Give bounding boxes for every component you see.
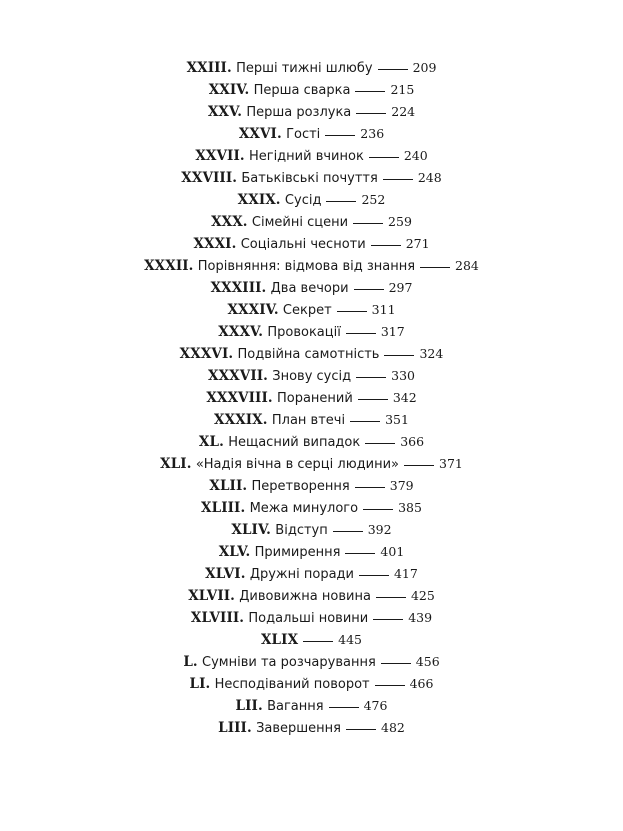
chapter-title: Секрет (282, 303, 332, 318)
page-number: 259 (388, 214, 412, 229)
leader-dash (353, 223, 383, 224)
chapter-number: XXV. (207, 104, 243, 120)
page-number: 284 (455, 258, 479, 273)
chapter-title: Примирення (254, 545, 341, 560)
toc-entry (0, 255, 623, 277)
page-number: 248 (417, 170, 442, 185)
page-number: 209 (412, 60, 437, 75)
toc-entry (0, 123, 623, 145)
chapter-title: Дружні поради (249, 567, 354, 582)
page-number: 482 (381, 720, 405, 735)
leader-dash (346, 333, 376, 334)
chapter-title: Провокації (267, 325, 341, 340)
chapter-title: Порівняння: відмова від знання (197, 259, 416, 274)
chapter-number: XXIX. (237, 192, 281, 208)
leader-dash (356, 377, 386, 378)
toc-entry (0, 233, 623, 255)
chapter-title: Знову сусід (272, 369, 352, 384)
chapter-number: XXXIV. (227, 302, 279, 318)
chapter-number: XXXV. (218, 324, 264, 340)
page-number: 371 (439, 456, 463, 471)
page-number: 317 (380, 324, 405, 339)
page-number: 466 (409, 676, 434, 691)
chapter-number: XXXVIII. (206, 390, 273, 406)
leader-dash (381, 663, 411, 664)
chapter-title: Подвійна самотність (237, 347, 380, 362)
leader-dash (326, 201, 356, 202)
leader-dash (303, 641, 333, 642)
page-number: 476 (363, 698, 388, 713)
leader-dash (333, 531, 363, 532)
leader-dash (420, 267, 450, 268)
toc-entry (0, 453, 623, 475)
chapter-title: «Надія вічна в серці людини» (195, 457, 399, 472)
leader-dash (358, 399, 388, 400)
toc-entry (0, 57, 623, 79)
chapter-number: XXXIII. (210, 280, 267, 296)
page-number: 224 (391, 104, 416, 119)
page-number: 240 (403, 148, 428, 163)
leader-dash (329, 707, 359, 708)
toc-entry (0, 387, 623, 409)
chapter-number: XXXI. (193, 236, 237, 252)
leader-dash (376, 597, 406, 598)
toc-entry (0, 563, 623, 585)
toc-entry (0, 585, 623, 607)
toc-entry (0, 409, 623, 431)
page-number: 215 (390, 82, 415, 97)
chapter-number: XL. (198, 434, 224, 450)
page-number: 324 (419, 346, 444, 361)
chapter-number: XLVIII. (190, 610, 245, 626)
chapter-title: Несподіваний поворот (214, 677, 370, 692)
leader-dash (371, 245, 401, 246)
leader-dash (404, 465, 434, 466)
toc-entry (0, 519, 623, 541)
leader-dash (369, 157, 399, 158)
toc-entry (0, 343, 623, 365)
chapter-number: XLVII. (188, 588, 235, 604)
chapter-number: XXVIII. (181, 170, 238, 186)
toc-entry (0, 167, 623, 189)
toc-entry (0, 277, 623, 299)
page-number: 252 (361, 192, 386, 207)
chapter-title: Завершення (256, 721, 341, 736)
page-number: 439 (408, 610, 433, 625)
chapter-number: XXXII. (144, 258, 194, 274)
chapter-title: Сумніви та розчарування (202, 655, 376, 670)
toc-entry (0, 211, 623, 233)
chapter-title: Негідний вчинок (248, 149, 364, 164)
leader-dash (383, 179, 413, 180)
chapter-number: LII. (235, 698, 263, 714)
chapter-number: XLV. (218, 544, 251, 560)
page-number: 425 (410, 588, 435, 603)
chapter-title: Батьківські почуття (241, 171, 378, 186)
toc-entry (0, 299, 623, 321)
chapter-title: Гості (286, 127, 321, 142)
chapter-number: L. (183, 654, 198, 670)
leader-dash (359, 575, 389, 576)
toc-entry (0, 541, 623, 563)
leader-dash (378, 69, 408, 70)
page-number: 366 (400, 434, 425, 449)
chapter-title: Дивовижна новина (239, 589, 371, 604)
toc-entry (0, 321, 623, 343)
leader-dash (363, 509, 393, 510)
chapter-title: Подальші новини (248, 611, 369, 626)
leader-dash (375, 685, 405, 686)
toc-entry (0, 607, 623, 629)
chapter-title: Межа минулого (249, 501, 359, 516)
chapter-number: XXIV. (208, 82, 250, 98)
toc-entry (0, 189, 623, 211)
toc-entry (0, 695, 623, 717)
page-number: 271 (405, 236, 430, 251)
leader-dash (355, 91, 385, 92)
toc-entry (0, 497, 623, 519)
chapter-title: План втечі (271, 413, 346, 428)
toc-entry (0, 145, 623, 167)
chapter-title: Два вечори (270, 281, 349, 296)
chapter-number: XLVI. (205, 566, 246, 582)
chapter-title: Сусід (284, 193, 322, 208)
chapter-title: Перетворення (251, 479, 350, 494)
chapter-title: Перша сварка (253, 83, 351, 98)
page-number: 392 (367, 522, 392, 537)
chapter-title: Сімейні сцени (251, 215, 349, 230)
toc-entry (0, 629, 623, 651)
page-number: 379 (389, 478, 414, 493)
chapter-title: Перші тижні шлюбу (236, 61, 373, 76)
toc-entry (0, 79, 623, 101)
leader-dash (350, 421, 380, 422)
chapter-number: XXXVI. (179, 346, 234, 362)
leader-dash (356, 113, 386, 114)
chapter-number: XXX. (211, 214, 248, 230)
chapter-number: XXXIX. (214, 412, 268, 428)
leader-dash (384, 355, 414, 356)
leader-dash (337, 311, 367, 312)
chapter-number: LIII. (218, 720, 252, 736)
page-number: 236 (360, 126, 385, 141)
page-number: 456 (415, 654, 440, 669)
chapter-number: XXVII. (195, 148, 245, 164)
page-number: 417 (393, 566, 418, 581)
leader-dash (373, 619, 403, 620)
leader-dash (325, 135, 355, 136)
chapter-title: Поранений (276, 391, 353, 406)
leader-dash (355, 487, 385, 488)
toc-entry (0, 673, 623, 695)
leader-dash (345, 553, 375, 554)
page-number: 311 (371, 302, 396, 317)
leader-dash (365, 443, 395, 444)
chapter-number: XLIV. (231, 522, 271, 538)
chapter-title: Відступ (275, 523, 328, 538)
chapter-number: XXIII. (186, 60, 232, 76)
chapter-number: LI. (189, 676, 211, 692)
chapter-number: XLI. (160, 456, 192, 472)
toc-entry (0, 365, 623, 387)
page-number: 351 (385, 412, 409, 427)
page-number: 401 (380, 544, 405, 559)
chapter-number: XLII. (209, 478, 248, 494)
table-of-contents (0, 57, 623, 739)
page-number: 445 (338, 632, 362, 647)
leader-dash (354, 289, 384, 290)
leader-dash (346, 729, 376, 730)
page-number: 342 (392, 390, 417, 405)
toc-entry (0, 717, 623, 739)
chapter-title: Перша розлука (246, 105, 352, 120)
page-number: 330 (391, 368, 415, 383)
chapter-title: Нещасний випадок (228, 435, 361, 450)
toc-entry (0, 651, 623, 673)
chapter-title: Соціальні чесноти (240, 237, 366, 252)
chapter-number: XXVI. (238, 126, 282, 142)
chapter-number: XXXVII. (208, 368, 268, 384)
chapter-number: XLIII. (201, 500, 246, 516)
toc-entry (0, 101, 623, 123)
chapter-number: XLIX (260, 632, 299, 648)
page-number: 385 (398, 500, 422, 515)
chapter-title: Вагання (267, 699, 324, 714)
toc-entry (0, 475, 623, 497)
page-number: 297 (388, 280, 413, 295)
toc-entry (0, 431, 623, 453)
